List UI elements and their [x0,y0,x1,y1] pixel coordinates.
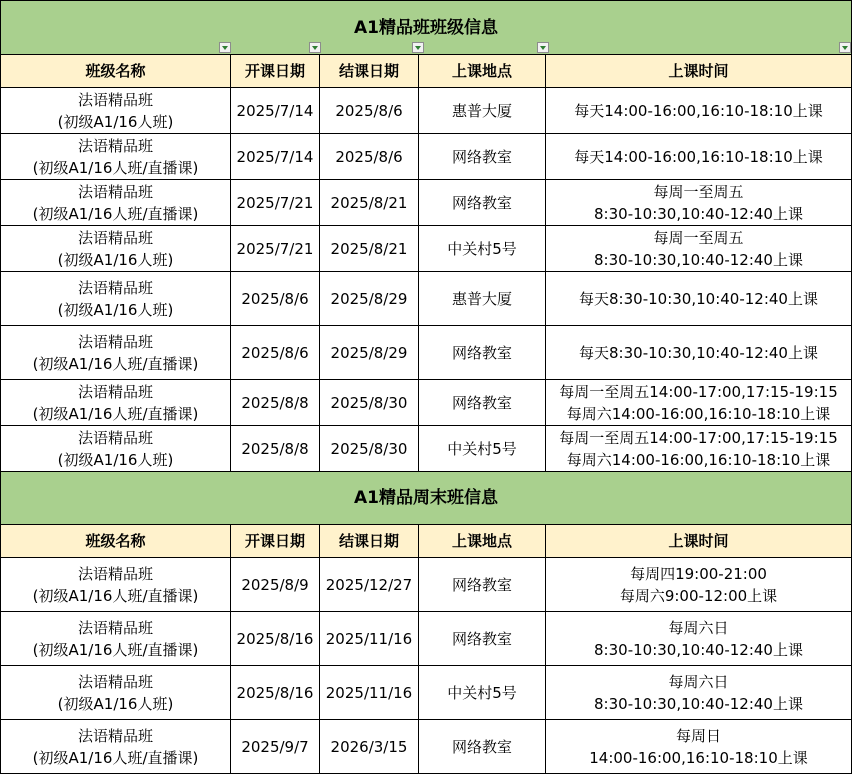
class-time-line: 8:30-10:30,10:40-12:40上课 [594,694,803,713]
class-time-line: 8:30-10:30,10:40-12:40上课 [594,204,803,223]
class-time-cell [546,226,852,272]
class-name-line: 法语精品班 [77,182,153,201]
table-row [1,720,852,774]
class-name-line: (初级A1/16人班) [57,694,174,713]
class-time-cell [546,666,852,720]
table-row [1,326,852,380]
class-name-line: (初级A1/16人班/直播课) [32,354,199,373]
filter-dropdown-icon[interactable] [219,42,231,53]
location-cell: 中关村5号 [419,426,546,472]
filter-dropdown-icon[interactable] [537,42,549,53]
start-date-cell: 2025/8/9 [231,558,320,612]
start-date-cell: 2025/7/14 [231,134,320,180]
class-name-line: (初级A1/16人班) [57,450,174,469]
end-date-cell: 2025/8/21 [320,180,419,226]
header-row [1,55,852,88]
start-date-cell: 2025/8/8 [231,380,320,426]
location-cell: 惠普大厦 [419,88,546,134]
class-time-line: 8:30-10:30,10:40-12:40上课 [594,640,803,659]
class-time-line: 每周六日 [668,672,729,691]
class-time-line: 14:00-16:00,16:10-18:10上课 [589,748,808,767]
table-row [1,426,852,472]
class-time-line: 每周四19:00-21:00 [630,564,767,583]
class-time-line: 每天8:30-10:30,10:40-12:40上课 [579,289,818,308]
class-name-line: 法语精品班 [77,90,153,109]
start-date-cell: 2025/7/21 [231,226,320,272]
location-cell: 网络教室 [419,326,546,380]
class-name-line: 法语精品班 [77,564,153,583]
location-cell: 惠普大厦 [419,272,546,326]
class-time-cell [546,272,852,326]
class-name-line: (初级A1/16人班/直播课) [32,158,199,177]
class-time-cell [546,612,852,666]
class-name-line: 法语精品班 [77,726,153,745]
class-name-cell [1,380,231,426]
header-class-name: 班级名称 [1,55,231,88]
class-name-line: 法语精品班 [77,332,153,351]
table-row [1,380,852,426]
start-date-cell: 2025/9/7 [231,720,320,774]
class-time-cell [546,720,852,774]
filter-dropdown-icon[interactable] [839,42,851,53]
location-cell: 网络教室 [419,558,546,612]
section-title-row [1,472,852,525]
end-date-cell: 2025/12/27 [320,558,419,612]
filter-dropdown-icon[interactable] [412,42,424,53]
class-time-cell [546,88,852,134]
class-name-line: (初级A1/16人班) [57,300,174,319]
class-time-cell [546,180,852,226]
table-row [1,666,852,720]
class-time-line: 8:30-10:30,10:40-12:40上课 [594,250,803,269]
class-name-line: 法语精品班 [77,278,153,297]
header-class-time: 上课时间 [546,525,852,558]
start-date-cell: 2025/8/16 [231,612,320,666]
class-name-line: 法语精品班 [77,136,153,155]
class-name-line: 法语精品班 [77,382,153,401]
section-title-text: A1精品班班级信息 [354,17,498,38]
start-date-cell: 2025/7/21 [231,180,320,226]
class-name-cell [1,272,231,326]
table-row [1,180,852,226]
class-time-cell [546,380,852,426]
section-title-text: A1精品周末班信息 [354,488,498,508]
table-row [1,558,852,612]
class-name-line: (初级A1/16人班/直播课) [32,204,199,223]
class-name-cell [1,558,231,612]
class-name-line: 法语精品班 [77,228,153,247]
location-cell: 网络教室 [419,612,546,666]
section-title [1,472,852,525]
end-date-cell: 2025/8/21 [320,226,419,272]
location-cell: 网络教室 [419,720,546,774]
class-time-line: 每周六9:00-12:00上课 [619,586,778,605]
end-date-cell: 2025/8/29 [320,272,419,326]
table-row [1,226,852,272]
header-row [1,525,852,558]
class-name-cell [1,88,231,134]
location-cell: 网络教室 [419,180,546,226]
class-name-line: (初级A1/16人班) [57,250,174,269]
location-cell: 中关村5号 [419,666,546,720]
start-date-cell: 2025/8/6 [231,272,320,326]
class-time-cell [546,558,852,612]
section-title-row [1,1,852,55]
class-name-cell [1,226,231,272]
end-date-cell: 2025/8/6 [320,134,419,180]
header-class-time: 上课时间 [546,55,852,88]
header-location: 上课地点 [419,55,546,88]
class-time-cell [546,426,852,472]
class-time-line: 每周一至周五 [653,228,744,247]
table-row [1,88,852,134]
header-start-date: 开课日期 [231,525,320,558]
class-name-line: (初级A1/16人班/直播课) [32,640,199,659]
start-date-cell: 2025/8/16 [231,666,320,720]
header-location: 上课地点 [419,525,546,558]
class-name-cell [1,326,231,380]
start-date-cell: 2025/8/6 [231,326,320,380]
header-end-date: 结课日期 [320,525,419,558]
location-cell: 网络教室 [419,380,546,426]
end-date-cell: 2025/11/16 [320,612,419,666]
class-name-cell [1,612,231,666]
class-time-line: 每周六14:00-16:00,16:10-18:10上课 [566,404,831,423]
class-time-line: 每天14:00-16:00,16:10-18:10上课 [574,101,823,120]
class-name-line: 法语精品班 [77,428,153,447]
location-cell: 网络教室 [419,134,546,180]
class-name-cell [1,180,231,226]
end-date-cell: 2025/8/6 [320,88,419,134]
class-name-line: 法语精品班 [77,618,153,637]
class-name-line: (初级A1/16人班) [57,112,174,131]
header-class-name: 班级名称 [1,525,231,558]
class-name-line: 法语精品班 [77,672,153,691]
end-date-cell: 2025/8/29 [320,326,419,380]
header-end-date: 结课日期 [320,55,419,88]
class-time-cell [546,134,852,180]
class-time-line: 每周一至周五14:00-17:00,17:15-19:15 [559,428,838,447]
class-name-cell [1,666,231,720]
class-name-cell [1,134,231,180]
table-row [1,612,852,666]
end-date-cell: 2025/8/30 [320,380,419,426]
table-row [1,272,852,326]
start-date-cell: 2025/7/14 [231,88,320,134]
section-title [1,1,852,55]
header-start-date: 开课日期 [231,55,320,88]
location-cell: 中关村5号 [419,226,546,272]
start-date-cell: 2025/8/8 [231,426,320,472]
class-time-line: 每周六日 [668,618,729,637]
class-name-line: (初级A1/16人班/直播课) [32,586,199,605]
table-row [1,134,852,180]
class-time-line: 每周日 [675,726,721,745]
class-name-cell [1,720,231,774]
class-name-line: (初级A1/16人班/直播课) [32,404,199,423]
class-time-cell [546,326,852,380]
class-time-line: 每周一至周五 [653,182,744,201]
end-date-cell: 2025/8/30 [320,426,419,472]
end-date-cell: 2025/11/16 [320,666,419,720]
class-time-line: 每周六14:00-16:00,16:10-18:10上课 [566,450,831,469]
class-time-line: 每天14:00-16:00,16:10-18:10上课 [574,147,823,166]
filter-dropdown-icon[interactable] [309,42,321,53]
class-name-cell [1,426,231,472]
class-time-line: 每天8:30-10:30,10:40-12:40上课 [579,343,818,362]
class-name-line: (初级A1/16人班/直播课) [32,748,199,767]
class-time-line: 每周一至周五14:00-17:00,17:15-19:15 [559,382,838,401]
end-date-cell: 2026/3/15 [320,720,419,774]
